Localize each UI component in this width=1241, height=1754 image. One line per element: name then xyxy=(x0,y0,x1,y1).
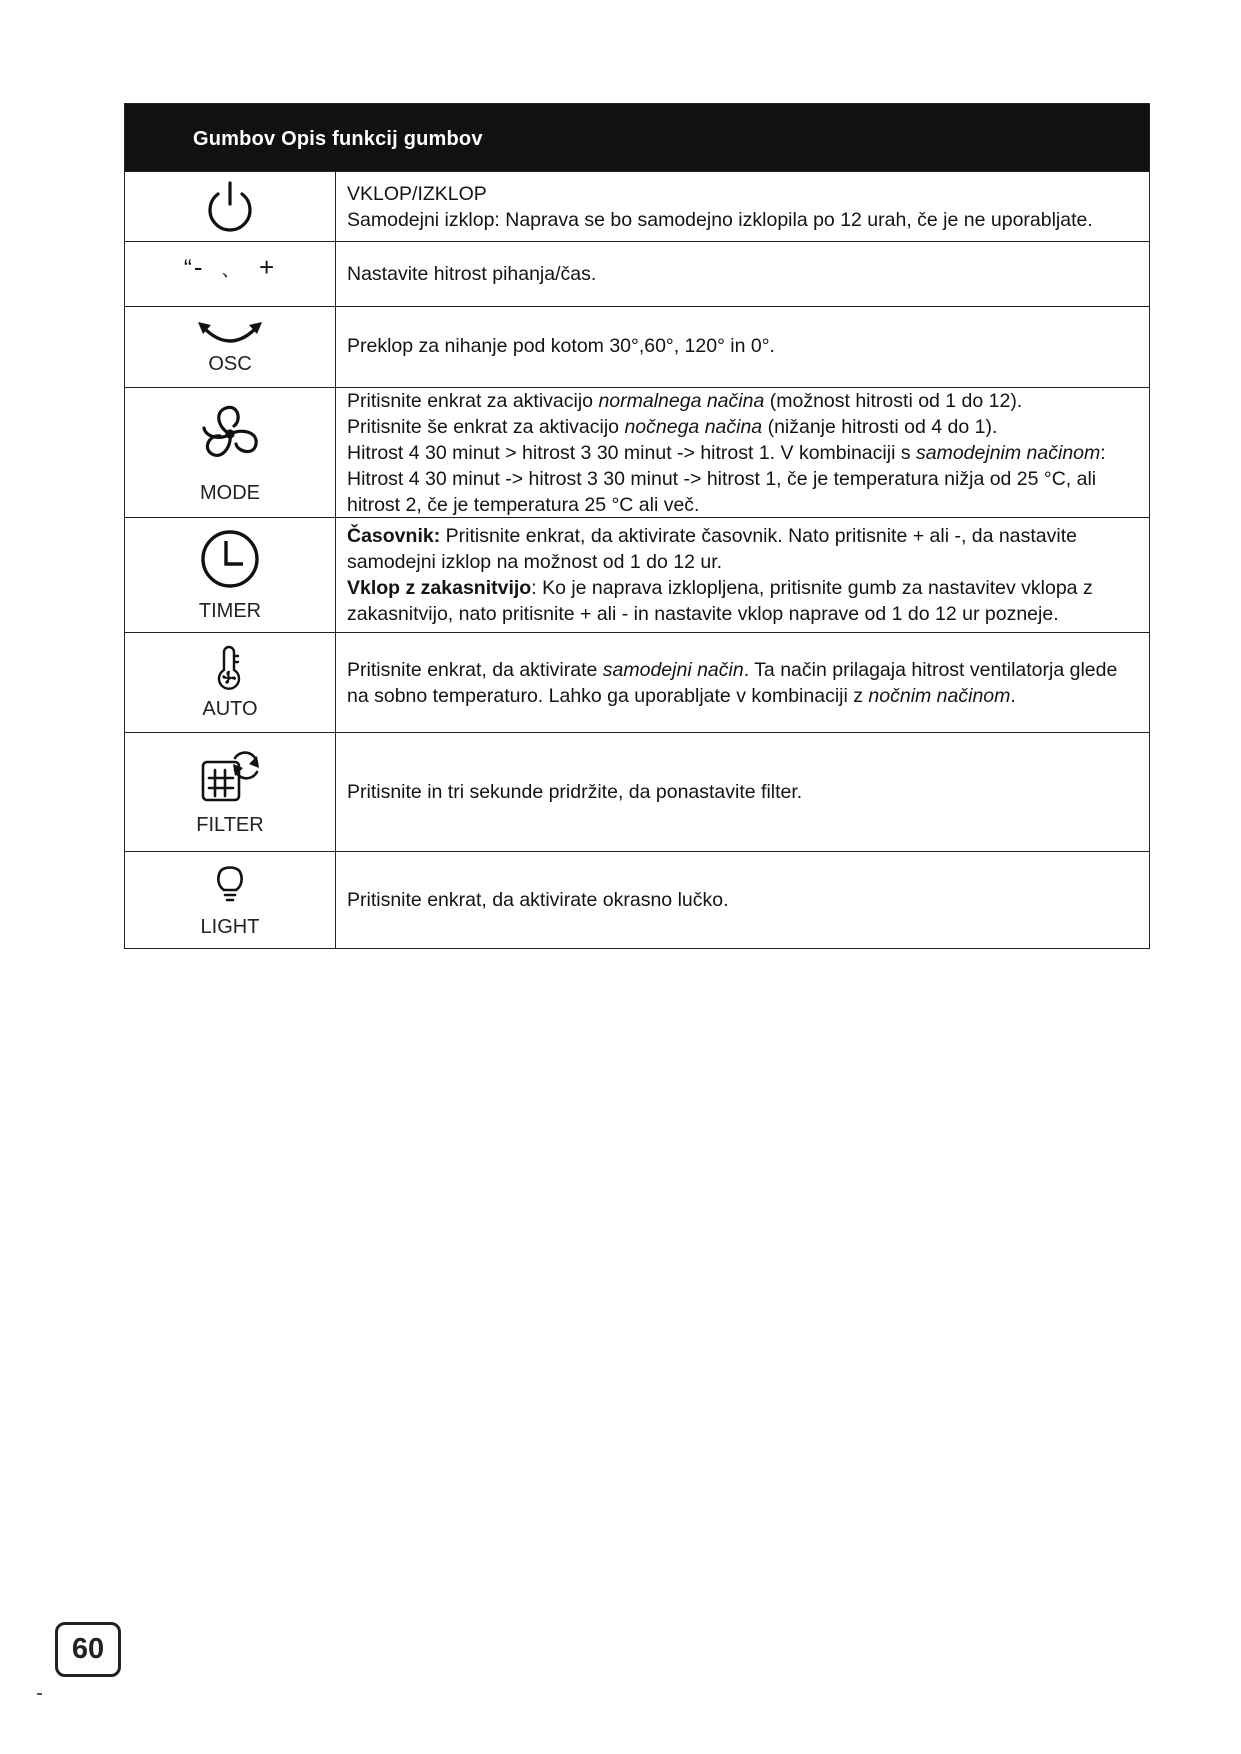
table-row-mode xyxy=(125,387,1149,517)
table-row-filter xyxy=(125,732,1149,851)
table-header xyxy=(125,104,1149,171)
mode-line-night: Pritisnite še enkrat za aktivacijo nočnega načina (nižanje hitrosti od 4 do 1). xyxy=(347,415,998,438)
lightbulb-icon xyxy=(214,862,246,906)
page-number xyxy=(55,1622,121,1677)
auto-description: Pritisnite enkrat, da aktivirate samodejni način. Ta način prilagaja hitrost ventilatorja glede na sobno temperaturo. Lahko ga uporabljate v kombinaciji z nočnim načinom. xyxy=(347,658,1118,707)
description-cell-mode xyxy=(336,388,1149,517)
minus-symbol: - xyxy=(193,251,205,282)
table-row-light xyxy=(125,851,1149,948)
timer-label: TIMER xyxy=(198,599,262,622)
button-cell-mode xyxy=(125,388,336,517)
table-row-auto xyxy=(125,632,1149,732)
description-cell-plus-minus xyxy=(336,242,1149,306)
button-cell-filter xyxy=(125,733,336,851)
plus-minus-description: Nastavite hitrost pihanja/čas. xyxy=(347,263,597,285)
button-cell-light xyxy=(125,852,336,948)
thermometer-fan-icon xyxy=(210,644,250,696)
power-description: Samodejni izklop: Naprava se bo samodejno izklopila po 12 urah, če je ne uporabljate. xyxy=(347,208,1093,231)
description-cell-power xyxy=(336,172,1149,241)
description-cell-auto xyxy=(336,633,1149,732)
button-function-table xyxy=(124,103,1150,949)
clock-icon xyxy=(199,528,261,590)
plus-symbol: + xyxy=(258,251,277,282)
light-label: LIGHT xyxy=(200,915,260,938)
mode-line-normal: Pritisnite enkrat za aktivacijo normalnega načina (možnost hitrosti od 1 do 12). xyxy=(347,389,1023,412)
button-cell-auto xyxy=(125,633,336,732)
filter-description: Pritisnite in tri sekunde pridržite, da ponastavite filter. xyxy=(347,781,803,803)
description-cell-osc xyxy=(336,307,1149,387)
filter-reset-icon xyxy=(199,748,261,806)
mode-label: MODE xyxy=(200,482,260,504)
button-cell-osc xyxy=(125,307,336,387)
osc-label: OSC xyxy=(208,352,252,375)
button-cell-timer xyxy=(125,518,336,632)
oscillate-icon xyxy=(195,319,265,349)
table-row-plus-minus xyxy=(125,241,1149,306)
description-cell-light xyxy=(336,852,1149,948)
table-header-title: Gumbov Opis funkcij gumbov xyxy=(193,128,483,150)
table-row-osc xyxy=(125,306,1149,387)
button-cell-plus-minus xyxy=(125,242,336,306)
timer-line-clock: Časovnik: Pritisnite enkrat, da aktivirate časovnik. Nato pritisnite + ali -, da nastavite samodejni izklop na možnost od 1 do 12 ur. xyxy=(347,525,1077,573)
plus-minus-symbols: “- 、 + xyxy=(183,251,277,282)
table-row-timer xyxy=(125,517,1149,632)
description-cell-timer xyxy=(336,518,1149,632)
fan-mode-icon xyxy=(196,400,264,468)
filter-label: FILTER xyxy=(196,813,264,836)
power-icon xyxy=(204,180,256,234)
mode-line-combo: Hitrost 4 30 minut > hitrost 3 30 minut -> hitrost 1. V kombinaciji s samodejnim načinom: Hitrost 4 30 minut -> hitrost 3 30 minut -> hitrost 1, če je temperatura nižja od 25 °C, ali hitrost 2, če je temperatura 25 °C ali več. xyxy=(347,441,1106,516)
osc-description: Preklop za nihanje pod kotom 30°,60°, 120° in 0°. xyxy=(347,335,775,357)
table-row-power xyxy=(125,171,1149,241)
timer-line-delay: Vklop z zakasnitvijo: Ko je naprava izklopljena, pritisnite gumb za nastavitev vklopa z zakasnitvijo, nato pritisnite + ali - in nastavite vklop naprave od 1 do 12 ur pozneje. xyxy=(347,577,1093,625)
auto-label: AUTO xyxy=(202,698,258,720)
description-cell-filter xyxy=(336,733,1149,851)
power-title: VKLOP/IZKLOP xyxy=(347,182,487,205)
footer-dash xyxy=(37,1693,42,1695)
button-cell-power xyxy=(125,172,336,241)
page-number-text: 60 xyxy=(71,1633,105,1665)
light-description: Pritisnite enkrat, da aktivirate okrasno lučko. xyxy=(347,889,729,911)
